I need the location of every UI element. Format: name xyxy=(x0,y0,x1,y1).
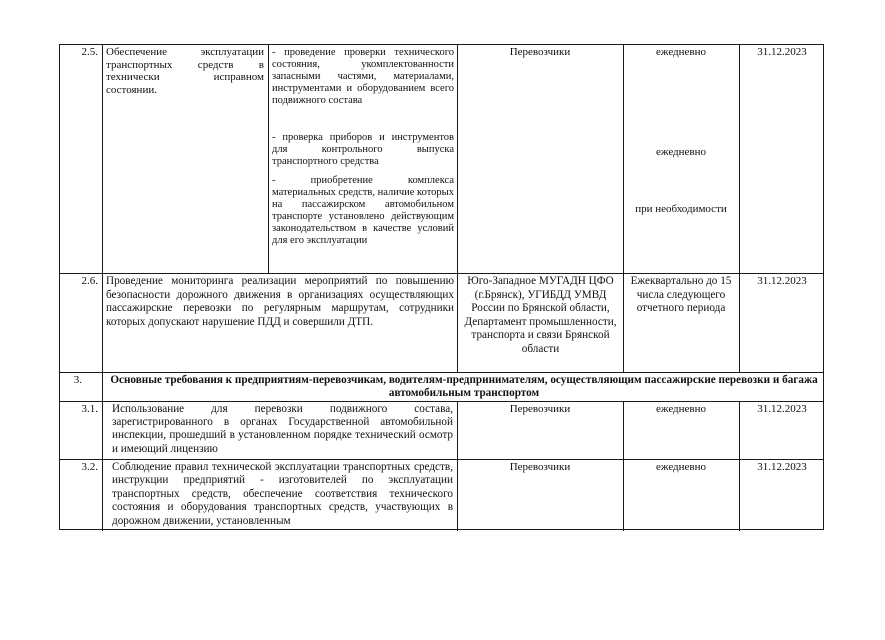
executor: Перевозчики xyxy=(509,403,571,415)
row-divider xyxy=(60,273,823,274)
row-number: 2.6. xyxy=(81,275,98,287)
row-number: 3.2. xyxy=(81,461,98,473)
deadline: 31.12.2023 xyxy=(757,461,807,473)
period: Ежеквартально до 15 числа следующего отчетного периода xyxy=(630,275,732,315)
deadline: 31.12.2023 xyxy=(757,46,807,58)
measure-item: - проверка приборов и инструментов для контрольного выпуска транспортного средства xyxy=(272,132,454,168)
period: при необходимости xyxy=(635,203,727,215)
event-text: Проведение мониторинга реализации мероприятий по повышению безопасности дорожного движения в организациях осуществляющих пассажирские перевозки по регулярным маршрутам, сотрудники которых допускают нарушение ПДД и совершили ДТП. xyxy=(106,275,454,328)
deadline: 31.12.2023 xyxy=(757,275,807,287)
row-number: 2.5. xyxy=(81,46,98,58)
deadline: 31.12.2023 xyxy=(757,403,807,415)
period: ежедневно xyxy=(655,403,707,415)
column-divider xyxy=(739,45,740,372)
measures-table xyxy=(59,44,824,530)
event-text: Обеспечение эксплуатации транспортных средств в технически исправном состоянии. xyxy=(106,46,264,96)
period: ежедневно xyxy=(655,146,707,158)
executor: Перевозчики xyxy=(509,461,571,473)
column-divider xyxy=(102,45,103,531)
column-divider xyxy=(268,45,269,273)
section-number: 3. xyxy=(73,374,82,386)
event-text: Использование для перевозки подвижного состава, зарегистрированного в органах Государственной автомобильной инспекции, прошедший в установленном порядке технический осмотр и имеющий лицензию xyxy=(112,403,453,455)
row-number: 3.1. xyxy=(81,403,98,415)
section-heading: Основные требования к предприятиям-перевозчикам, водителям-предпринимателям, осуществляющим пассажирские перевозки и багажа автомобильным транспортом xyxy=(110,374,818,400)
row-divider xyxy=(60,401,823,402)
row-divider xyxy=(60,372,823,373)
measure-item: - проведение проверки технического состояния, укомплектованности запасными частями, материалами, инструментами и оборудованием всего подвижного состава xyxy=(272,47,454,107)
event-text: Соблюдение правил технической эксплуатации транспортных средств, инструкции предприятий - изготовителей по эксплуатации транспортных средств, обеспечение соответствия технического состояния и оборудования транспортных средств, участвующих в дорожном движении, установленным xyxy=(112,461,453,527)
row-divider xyxy=(60,459,823,460)
executor: Юго-Западное МУГАДН ЦФО (г.Брянск), УГИБДД УМВД России по Брянской области, Департамент промышленности, транспорта и связи Брянской области xyxy=(464,275,617,355)
period: ежедневно xyxy=(655,46,707,58)
period: ежедневно xyxy=(655,461,707,473)
executor: Перевозчики xyxy=(509,46,571,58)
measure-item: - приобретение комплекса материальных средств, наличие которых на пассажирском автомобильном транспорте установлено действующим законодательством в качестве условий для его эксплуатации xyxy=(272,175,454,247)
